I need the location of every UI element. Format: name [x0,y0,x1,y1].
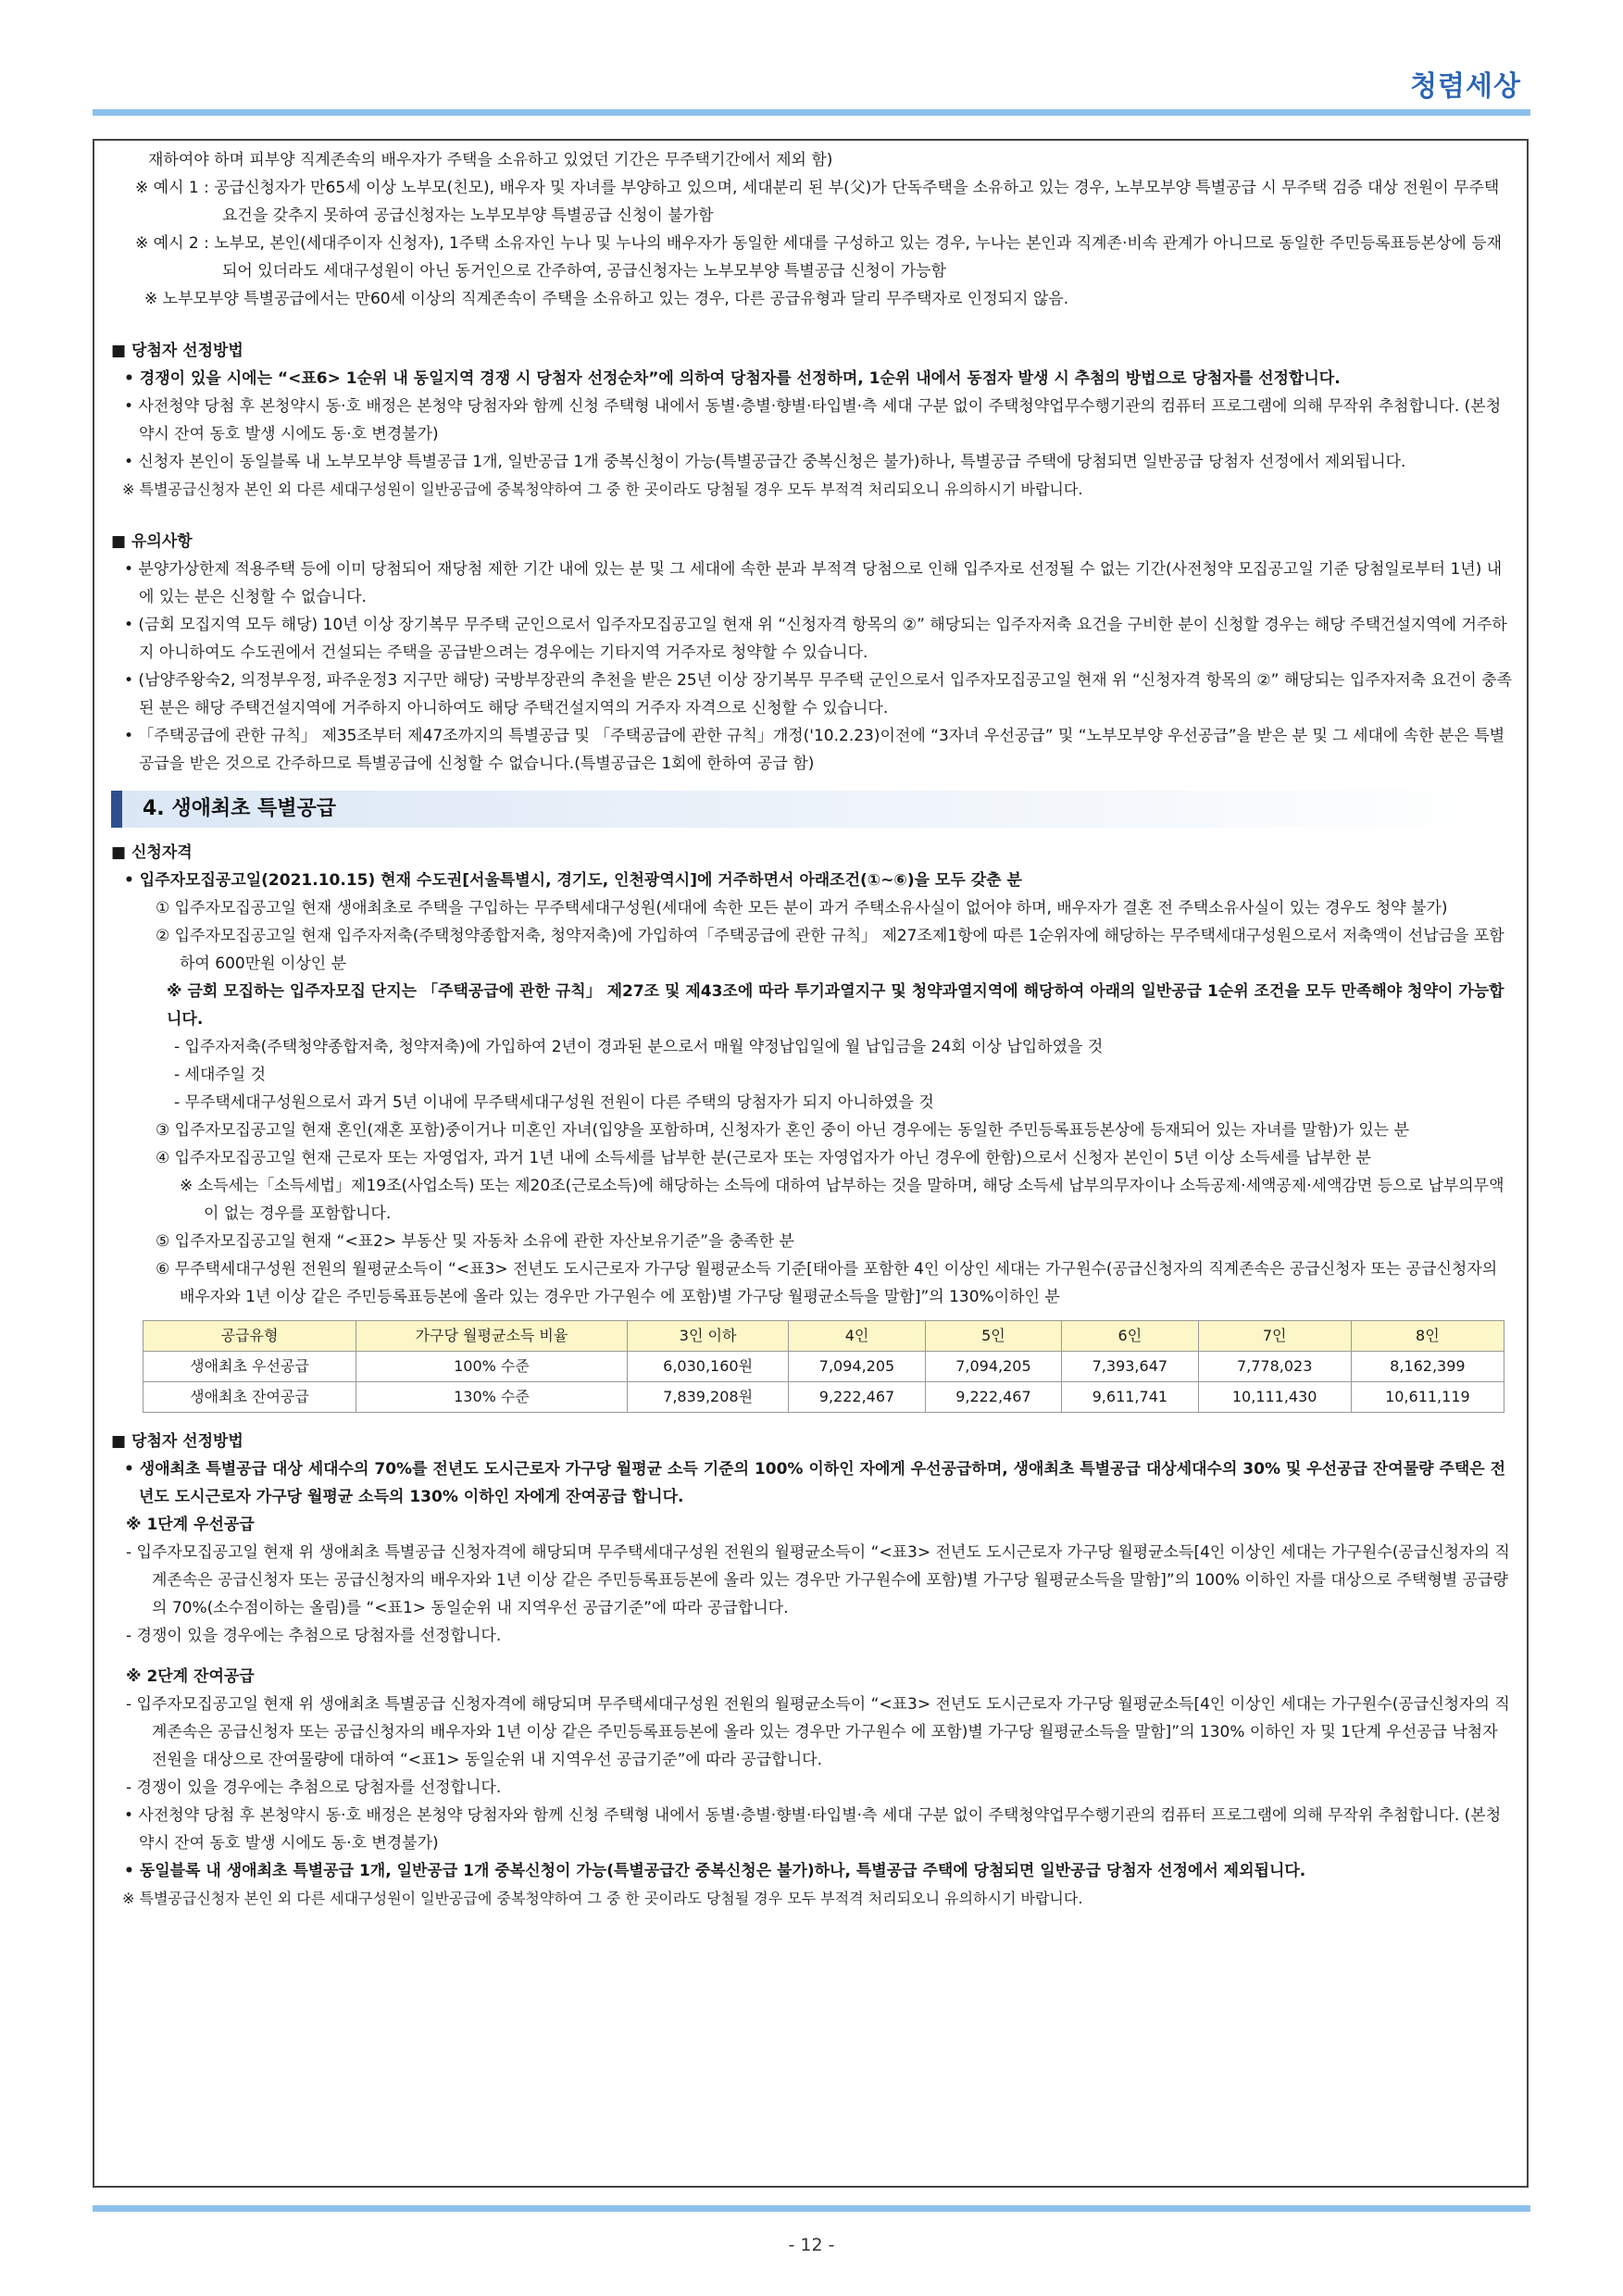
section-title: ■ 당첨자 선정방법 [111,1432,243,1451]
table-cell: 7,094,205 [925,1352,1061,1382]
condition-item: ⑥ 무주택세대구성원 전원의 월평균소득이 “<표3> 전년도 도시근로자 가구당 월평균소득 기준[태아를 포함한 4인 이상인 세대는 가구원수(공급신청자의 직계존속은 공급신청자 또는 공급신청자의 배우자와 1년 이상 같은 주민등록표등본에 올라 있는 경우만 가구원수 에 포함)별 가구당 월평균소득을 말함]”의 130%이하인 분 [156,1260,1498,1306]
list-item: • 동일블록 내 생애최초 특별공급 1개, 일반공급 1개 중복신청이 가능(특별공급간 중복신청은 불가)하나, 특별공급 주택에 당첨되면 일반공급 당첨자 선정에서 제외됩니다. [124,1862,1306,1880]
table-cell: 9,222,467 [925,1382,1061,1413]
header-logo: 청렴세상 [1410,70,1521,103]
list-item: • 사전청약 당첨 후 본청약시 동·호 배정은 본청약 당첨자와 함께 신청 주택형 내에서 동별·층별·향별·타입별·측 세대 구분 없이 주택청약업무수행기관의 컴퓨터 프로그램에 의해 무작위 추첨합니다. (본청약시 잔여 동호 발생 시에도 동·호 변경불가) [124,1806,1502,1853]
condition-item: ⑤ 입주자모집공고일 현재 “<표2> 부동산 및 자동차 소유에 관한 자산보유기준”을 충족한 분 [156,1232,794,1251]
condition-sub: - 무주택세대구성원으로서 과거 5년 이내에 무주택세대구성원 전원이 다른 주택의 당첨자가 되지 아니하였을 것 [174,1093,934,1112]
table-cell: 8,162,399 [1351,1352,1504,1382]
condition-item: ③ 입주자모집공고일 현재 혼인(재혼 포함)중이거나 미혼인 자녀(입양을 포함하며, 신청자가 혼인 중이 아닌 경우에는 동일한 주민등록표등본상에 등재되어 있는 자녀를 말함)가 있는 분 [156,1121,1410,1140]
table-header: 5인 [925,1321,1061,1352]
top-divider [93,109,1530,116]
stage-item: - 입주자모집공고일 현재 위 생애최초 특별공급 신청자격에 해당되며 무주택세대구성원 전원의 월평균소득이 “<표3> 전년도 도시근로자 가구당 월평균소득[4인 이상인 세대는 가구원수(공급신청자의 직계존속은 공급신청자 또는 공급신청자의 배우자와 1년 이상 같은 주민등록표등본에 올라 있는 경우만 가구원수에 포함)별 가구당 월평균소득을 말함]”의 100% 이하인 자를 대상으로 주택형별 공급량의 70%(소수점이하는 올림)를 “<표1> 동일순위 내 지역우선 공급기준”에 따라 공급합니다. [126,1543,1510,1617]
stage-item: - 경쟁이 있을 경우에는 추첨으로 당첨자를 선정합니다. [126,1778,502,1797]
note-example-2: ※ 예시 2 : 노부모, 본인(세대주이자 신청자), 1주택 소유자인 누나 및 누나의 배우자가 동일한 세대를 구성하고 있는 경우, 누나는 본인과 직계존·비속 관계가 아니므로 동일한 주민등록표등본상에 등재되어 있더라도 세대구성원이 아닌 동거인으로 간주하여, 공급신청자는 노부모부양 특별공급 신청이 가능함 [135,234,1503,281]
condition-note: ※ 금회 모집하는 입주자모집 단지는 「주택공급에 관한 규칙」 제27조 및 제43조에 따라 투기과열지구 및 청약과열지역에 해당하여 아래의 일반공급 1순위 조건을 모두 만족해야 청약이 가능합니다. [167,982,1504,1029]
table-header: 7인 [1198,1321,1351,1352]
note-example-1: ※ 예시 1 : 공급신청자가 만65세 이상 노부모(친모), 배우자 및 자녀를 부양하고 있으며, 세대분리 된 부(父)가 단독주택을 소유하고 있는 경우, 노부모부양 특별공급 시 무주택 검증 대상 전원이 무주택요건을 갖추지 못하여 공급신청자는 노부모부양 특별공급 신청이 불가함 [135,179,1500,225]
condition-item: ② 입주자모집공고일 현재 입주자저축(주택청약종합저축, 청약저축)에 가입하여「주택공급에 관한 규칙」 제27조제1항에 따른 1순위자에 해당하는 무주택세대구성원으로서 저축액이 선납금을 포함하여 600만원 이상인 분 [156,927,1504,973]
table-row [144,1352,1504,1382]
condition-sub: - 세대주일 것 [174,1066,267,1084]
list-item: • (남양주왕숙2, 의정부우정, 파주운정3 지구만 해당) 국방부장관의 추천을 받은 25년 이상 장기복무 무주택 군인으로서 입주자모집공고일 현재 위 “신청자격 항목의 ②” 해당되는 입주자저축 요건이 충족된 분은 해당 주택건설지역에 거주하지 아니하여도 해당 주택건설지역의 거주자 자격으로 신청할 수 있습니다. [124,671,1512,718]
table-row [144,1382,1504,1413]
table-cell: 생애최초 우선공급 [144,1352,356,1382]
table-cell: 7,778,023 [1198,1352,1351,1382]
table-cell: 10,111,430 [1198,1382,1351,1413]
table-cell: 9,611,741 [1062,1382,1198,1413]
table-cell: 10,611,119 [1351,1382,1504,1413]
table-cell: 130% 수준 [356,1382,628,1413]
list-item: • 생애최초 특별공급 대상 세대수의 70%를 전년도 도시근로자 가구당 월평균 소득 기준의 100% 이하인 자에게 우선공급하며, 생애최초 특별공급 대상세대수의 30% 및 우선공급 잔여물량 주택은 전년도 도시근로자 가구당 월평균 소득의 130% 이하인 자에게 잔여공급 합니다. [124,1460,1506,1506]
note-text: 재하여야 하며 피부양 직계존속의 배우자가 주택을 소유하고 있었던 기간은 무주택기간에서 제외 함) [148,151,833,169]
table-cell: 100% 수준 [356,1352,628,1382]
section-title: ■ 당첨자 선정방법 [111,342,243,360]
list-item: ※ 특별공급신청자 본인 외 다른 세대구성원이 일반공급에 중복청약하여 그 중 한 곳이라도 당첨될 경우 모두 부적격 처리되오니 유의하시기 바랍니다. [122,1890,1083,1907]
bottom-divider [93,2205,1530,2212]
content-frame [93,139,1529,2188]
table-cell: 7,839,208원 [627,1382,788,1413]
condition-sub: - 입주자저축(주택청약종합저축, 청약저축)에 가입하여 2년이 경과된 분으로서 매월 약정납입일에 월 납입금을 24회 이상 납입하였을 것 [174,1038,1104,1056]
list-item: • 입주자모집공고일(2021.10.15) 현재 수도권[서울특별시, 경기도, 인천광역시]에 거주하면서 아래조건(①~⑥)을 모두 갖춘 분 [124,871,1022,890]
table-cell: 7,393,647 [1062,1352,1198,1382]
list-item: • 신청자 본인이 동일블록 내 노부모부양 특별공급 1개, 일반공급 1개 중복신청이 가능(특별공급간 중복신청은 불가)하나, 특별공급 주택에 당첨되면 일반공급 당첨자 선정에서 제외됩니다. [124,453,1406,471]
condition-item: ④ 입주자모집공고일 현재 근로자 또는 자영업자, 과거 1년 내에 소득세를 납부한 분(근로자 또는 자영업자가 아닌 경우에 한함)으로서 신청자 본인이 5년 이상 소득세를 납부한 분 [156,1149,1371,1167]
stage-item: - 입주자모집공고일 현재 위 생애최초 특별공급 신청자격에 해당되며 무주택세대구성원 전원의 월평균소득이 “<표3> 전년도 도시근로자 가구당 월평균소득[4인 이상인 세대는 가구원수(공급신청자의 직계존속은 공급신청자 또는 공급신청자의 배우자와 1년 이상 같은 주민등록표등본에 올라 있는 경우만 가구원수 에 포함)별 가구당 월평균소득을 말함]”의 130% 이하인 자 및 1단계 우선공급 낙첨자 전원을 대상으로 잔여물량에 대하여 “<표1> 동일순위 내 지역우선 공급기준”에 따라 공급합니다. [126,1695,1510,1769]
table-cell: 생애최초 잔여공급 [144,1382,356,1413]
table-header: 가구당 월평균소득 비율 [356,1321,628,1352]
table-cell: 9,222,467 [789,1382,925,1413]
condition-note: ※ 소득세는「소득세법」제19조(사업소득) 또는 제20조(근로소득)에 해당하는 소득에 대하여 납부하는 것을 말하며, 해당 소득세 납부의무자이나 소득공제·세액공제·세액감면 등으로 납부의무액이 없는 경우를 포함합니다. [180,1177,1504,1223]
table-header: 6인 [1062,1321,1198,1352]
list-item: • (금회 모집지역 모두 해당) 10년 이상 장기복무 무주택 군인으로서 입주자모집공고일 현재 위 “신청자격 항목의 ②” 해당되는 입주자저축 요건을 구비한 분이 신청할 경우는 해당 주택건설지역에 거주하지 아니하여도 수도권에서 건설되는 주택을 공급받으려는 경우에는 기타지역 거주자로 청약할 수 있습니다. [124,616,1507,662]
table-header: 공급유형 [144,1321,356,1352]
list-item: • 사전청약 당첨 후 본청약시 동·호 배정은 본청약 당첨자와 함께 신청 주택형 내에서 동별·층별·향별·타입별·측 세대 구분 없이 주택청약업무수행기관의 컴퓨터 프로그램에 의해 무작위 추첨합니다. (본청약시 잔여 동호 발생 시에도 동·호 변경불가) [124,397,1502,443]
content-body [111,146,1514,1913]
list-item: ※ 특별공급신청자 본인 외 다른 세대구성원이 일반공급에 중복청약하여 그 중 한 곳이라도 당첨될 경우 모두 부적격 처리되오니 유의하시기 바랍니다. [122,480,1083,498]
condition-item: ① 입주자모집공고일 현재 생애최초로 주택을 구입하는 무주택세대구성원(세대에 속한 모든 분이 과거 주택소유사실이 없어야 하며, 배우자가 결혼 전 주택소유사실이 있는 경우도 청약 불가) [156,899,1448,917]
note-text: ※ 노부모부양 특별공급에서는 만60세 이상의 직계존속이 주택을 소유하고 있는 경우, 다른 공급유형과 달리 무주택자로 인정되지 않음. [144,290,1069,308]
table-header: 8인 [1351,1321,1504,1352]
stage-item: - 경쟁이 있을 경우에는 추첨으로 당첨자를 선정합니다. [126,1627,502,1645]
income-table [143,1320,1504,1413]
section-heading: 4. 생애최초 특별공급 [111,791,1514,828]
page-number: - 12 - [788,2235,835,2255]
table-cell: 7,094,205 [789,1352,925,1382]
list-item: • 「주택공급에 관한 규칙」 제35조부터 제47조까지의 특별공급 및 「주택공급에 관한 규칙」개정('10.2.23)이전에 “3자녀 우선공급” 및 “노부모부양 우선공급”을 받은 분 및 그 세대에 속한 분은 특별공급을 받은 것으로 간주하므로 특별공급에 신청할 수 없습니다.(특별공급은 1회에 한하여 공급 함) [124,727,1505,773]
table-cell: 6,030,160원 [627,1352,788,1382]
table-header: 3인 이하 [627,1321,788,1352]
table-header-row [144,1321,1504,1352]
stage-title: ※ 1단계 우선공급 [126,1516,255,1534]
list-item: • 경쟁이 있을 시에는 “<표6> 1순위 내 동일지역 경쟁 시 당첨자 선정순차”에 의하여 당첨자를 선정하며, 1순위 내에서 동점자 발생 시 추첨의 방법으로 당첨자를 선정합니다. [124,369,1341,388]
stage-title: ※ 2단계 잔여공급 [126,1667,255,1686]
table-header: 4인 [789,1321,925,1352]
section-title: ■ 유의사항 [111,532,193,551]
section-title: ■ 신청자격 [111,843,193,862]
list-item: • 분양가상한제 적용주택 등에 이미 당첨되어 재당첨 제한 기간 내에 있는 분 및 그 세대에 속한 분과 부적격 당첨으로 인해 입주자로 선정될 수 없는 기간(사전청약 모집공고일 기준 당첨일로부터 1년) 내에 있는 분은 신청할 수 없습니다. [124,560,1503,606]
